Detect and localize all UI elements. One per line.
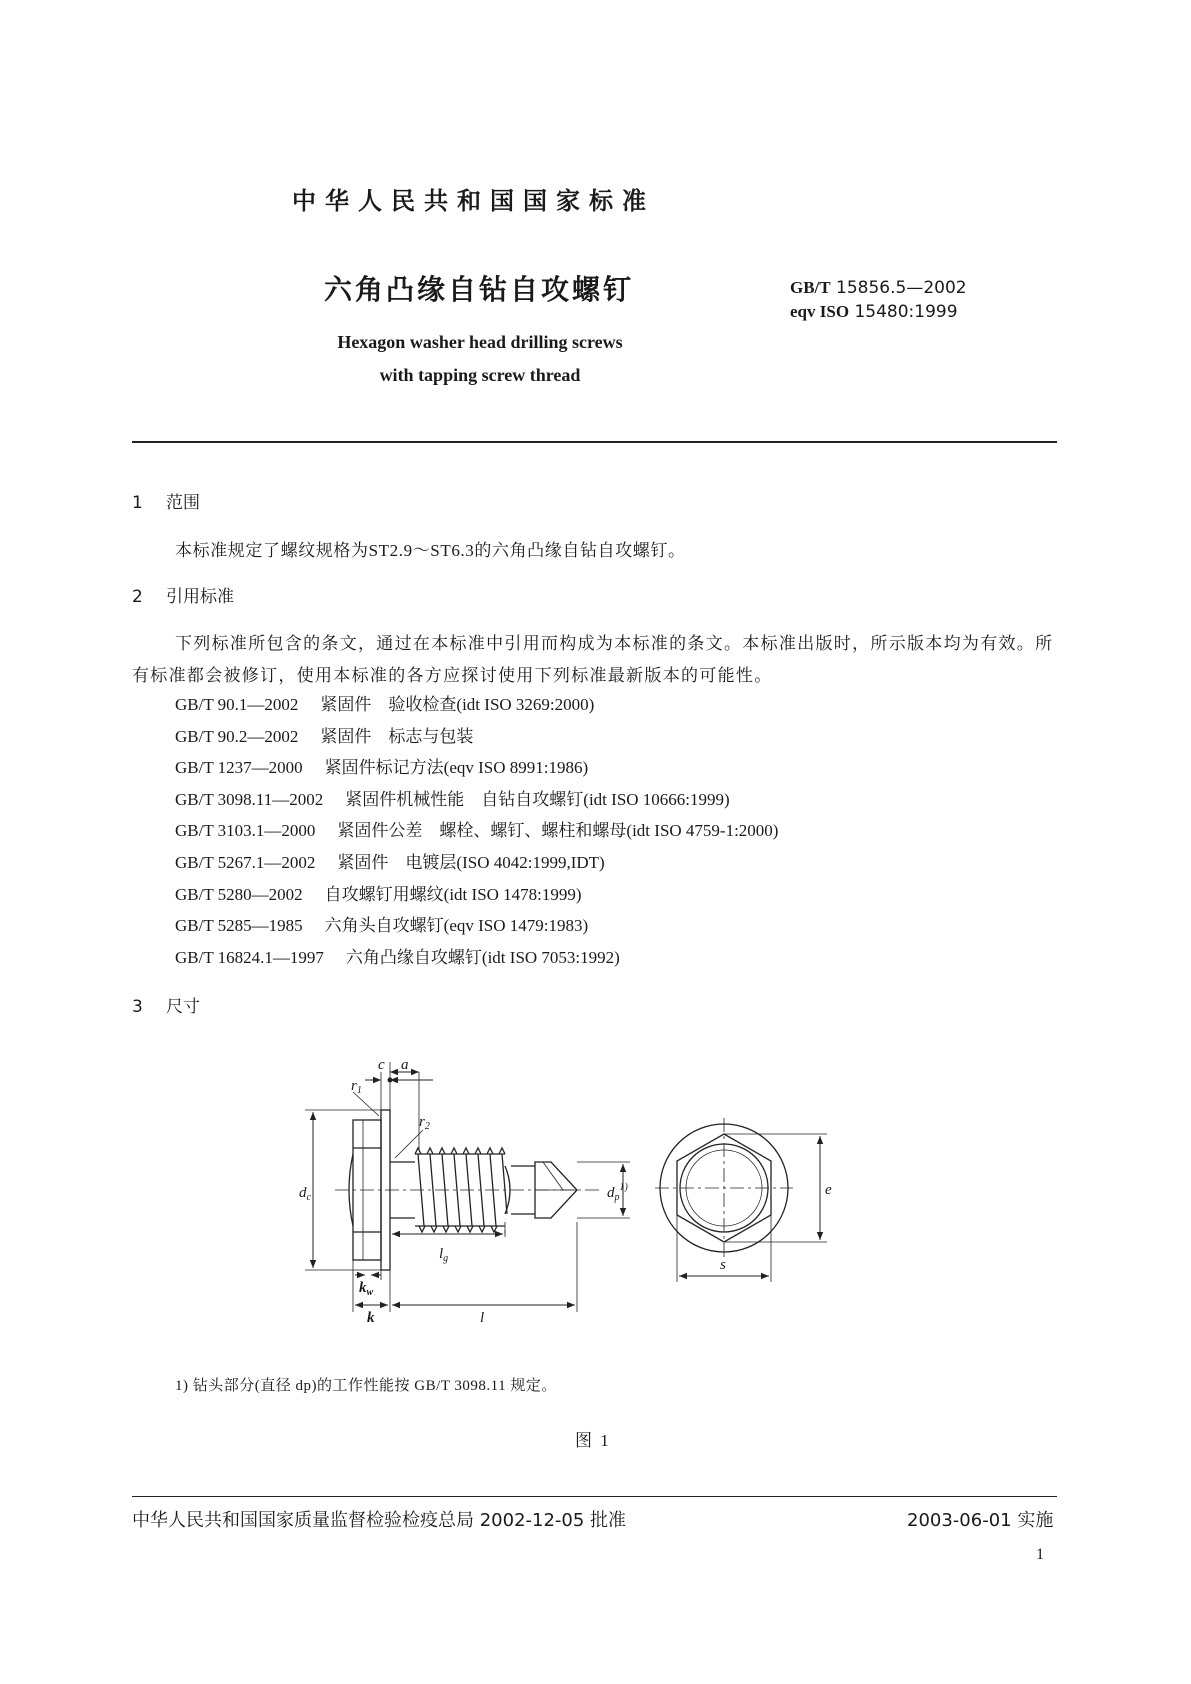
reference-code: GB/T 1237—2000	[175, 758, 303, 778]
label-a: a	[401, 1057, 409, 1073]
label-dp: $d_p^{1)}$	[607, 1182, 628, 1203]
reference-list	[175, 689, 778, 973]
section-heading-scope	[132, 488, 200, 513]
reference-item	[175, 910, 778, 942]
label-dc: $d_c$	[299, 1185, 311, 1203]
reference-item	[175, 721, 778, 753]
reference-code: GB/T 3103.1—2000	[175, 821, 316, 841]
reference-item	[175, 784, 778, 816]
footer-divider	[132, 1496, 1057, 1497]
title-english-line-1: Hexagon washer head drilling screws	[337, 332, 623, 352]
reference-item	[175, 689, 778, 721]
section-number: 2	[132, 587, 143, 607]
page-number: 1	[1036, 1546, 1044, 1563]
standard-code-line	[790, 276, 967, 300]
national-standard-heading: 中华人民共和国国家标准	[292, 187, 655, 215]
reference-code: GB/T 90.1—2002	[175, 695, 299, 714]
section-number: 3	[132, 997, 143, 1017]
label-k: k	[367, 1310, 375, 1326]
references-intro-paragraph: 下列标准所包含的条文，通过在本标准中引用而构成为本标准的条文。本标准出版时，所示版本均为有效。所有标准都会被修订，使用本标准的各方应探讨使用下列标准最新版本的可能性。	[132, 634, 1054, 685]
section-title: 范围	[166, 493, 200, 513]
code-prefix: GB/T	[790, 278, 831, 297]
section-heading-references	[132, 582, 234, 607]
reference-code: GB/T 5285—1985	[175, 916, 303, 936]
reference-name: 紧固件标记方法(eqv ISO 8991:1986)	[324, 758, 589, 778]
figure-footnote: 1) 钻头部分(直径 dp)的工作性能按 GB/T 3098.11 规定。	[175, 1378, 557, 1394]
label-r1: $r_1$	[351, 1078, 362, 1096]
reference-item	[175, 879, 778, 911]
section-number: 1	[132, 493, 143, 513]
reference-name: 紧固件 验收检查(idt ISO 3269:2000)	[320, 695, 595, 714]
figure-caption: 图 1	[575, 1431, 611, 1450]
header-divider	[132, 441, 1057, 443]
eqv-prefix: eqv ISO	[790, 302, 850, 321]
reference-name: 六角凸缘自攻螺钉(idt ISO 7053:1992)	[345, 947, 620, 967]
reference-name: 紧固件机械性能 自钻自攻螺钉(idt ISO 10666:1999)	[345, 789, 730, 809]
hex-head-end-view	[655, 1118, 793, 1258]
label-e: e	[825, 1182, 832, 1198]
section-title: 引用标准	[166, 587, 234, 607]
screw-dimension-drawing	[299, 1057, 895, 1352]
reference-code: GB/T 5267.1—2002	[175, 852, 316, 872]
reference-code: GB/T 90.2—2002	[175, 726, 299, 746]
standard-title-chinese: 六角凸缘自钻自攻螺钉	[324, 273, 635, 306]
equivalent-code-line	[790, 300, 967, 324]
standard-title-english	[290, 326, 670, 392]
reference-item	[175, 752, 778, 784]
standard-code: 15856.5—2002	[836, 278, 967, 298]
scope-paragraph: 本标准规定了螺纹规格为ST2.9～ST6.3的六角凸缘自钻自攻螺钉。	[175, 541, 686, 560]
reference-code: GB/T 3098.11—2002	[175, 789, 324, 809]
reference-code: GB/T 16824.1—1997	[175, 947, 324, 967]
reference-item	[175, 847, 778, 879]
label-lg: $l_g$	[439, 1246, 449, 1264]
section-heading-dimensions	[132, 992, 200, 1017]
reference-name: 紧固件 标志与包装	[320, 726, 474, 746]
section-title: 尺寸	[166, 997, 200, 1017]
reference-code: GB/T 5280—2002	[175, 884, 303, 904]
label-l: l	[480, 1310, 485, 1326]
reference-name: 紧固件 电镀层(ISO 4042:1999,IDT)	[337, 852, 605, 872]
reference-item	[175, 942, 778, 974]
effective-date: 2003-06-01 实施	[907, 1510, 1054, 1531]
label-r2: $r_2$	[419, 1114, 430, 1132]
reference-name: 六角头自攻螺钉(eqv ISO 1479:1983)	[324, 916, 589, 936]
standard-code-block	[790, 276, 967, 324]
approval-text: 中华人民共和国国家质量监督检验检疫总局 2002-12-05 批准	[132, 1510, 627, 1531]
reference-name: 紧固件公差 螺栓、螺钉、螺柱和螺母(idt ISO 4759-1:2000)	[337, 821, 779, 841]
title-english-line-2: with tapping screw thread	[379, 365, 581, 385]
reference-item	[175, 815, 778, 847]
label-c: c	[378, 1057, 385, 1073]
equivalent-code: 15480:1999	[854, 302, 958, 322]
label-s: s	[720, 1257, 726, 1273]
label-kw: $k_w$	[359, 1280, 374, 1298]
reference-name: 自攻螺钉用螺纹(idt ISO 1478:1999)	[324, 884, 582, 904]
